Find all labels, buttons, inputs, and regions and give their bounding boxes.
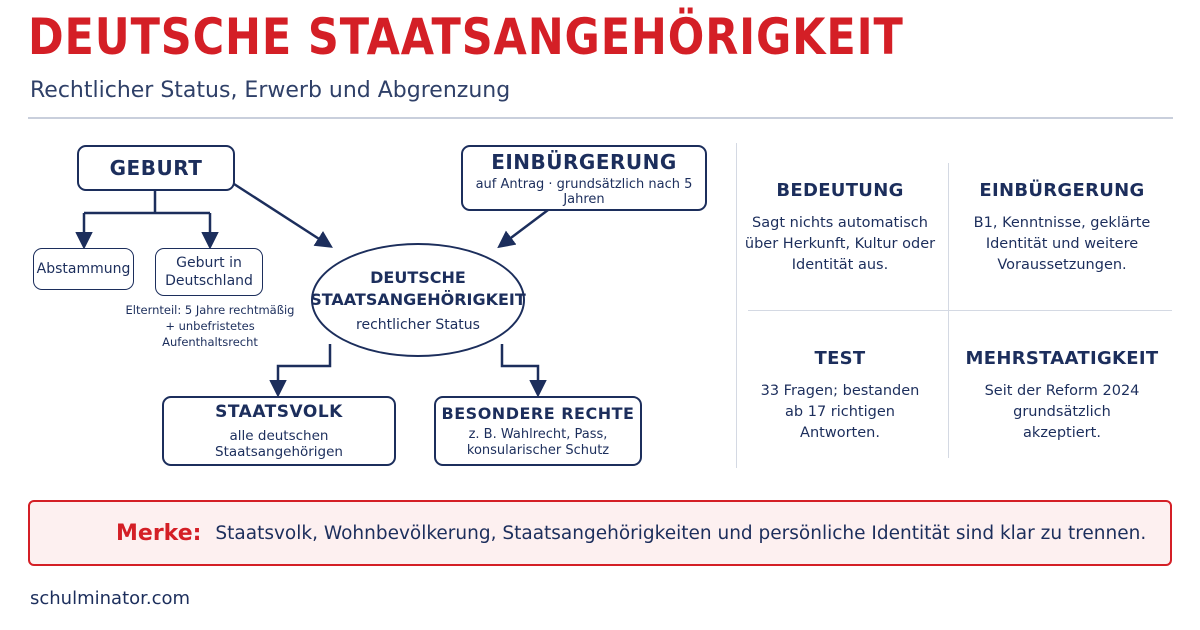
rechte-line1: z. B. Wahlrecht, Pass, [468,427,608,442]
info-heading: TEST [814,348,866,369]
info-text-line: 33 Fragen; bestanden [760,383,920,399]
einbuergerung-subtitle: auf Antrag · grundsätzlich nach 5 Jahren [475,176,693,207]
abstammung-box [33,248,134,290]
info-text-line: ab 17 richtigen [785,404,895,420]
info-text-line: akzeptiert. [1023,425,1101,441]
staatsvolk-box [162,396,396,466]
info-cell-einbuergerung [957,180,1167,276]
staatsvolk-subtitle: alle deutschen Staatsangehörigen [215,428,343,460]
geburt-note [120,302,300,350]
footer-site-link[interactable]: schulminator.com [30,588,191,609]
geburt-note-line1: Elternteil: 5 Jahre rechtmäßig [125,303,295,317]
center-line1: DEUTSCHE [370,268,466,287]
arrow-einbuergerung-to-center [500,210,548,246]
grid-horizontal-divider [748,310,1172,311]
info-text-line: grundsätzlich [1013,404,1111,420]
info-text-line: über Herkunft, Kultur oder [744,236,936,252]
info-cell-bedeutung [735,180,945,276]
info-text-line: Seit der Reform 2024 [984,383,1140,399]
arrow-geburt-to-center [234,184,330,246]
geburt-title: GEBURT [109,156,203,180]
info-text-line: Sagt nichts automatisch [752,215,928,231]
merke-text: Staatsvolk, Wohnbevölkerung, Staatsangehörigkeiten und persönliche Identität sind klar zu trennen. [215,522,1147,544]
info-heading: BEDEUTUNG [776,180,904,201]
merke-callout [28,500,1172,566]
geburt-note-line2: + unbefristetes Aufenthaltsrecht [162,319,258,349]
abstammung-label: Abstammung [36,261,131,277]
info-text-line: Antworten. [800,425,880,441]
geburt-in-de-line1: Geburt in [176,255,242,271]
staatsvolk-title: STAATSVOLK [215,402,343,422]
arrow-geburt-branches [84,191,210,213]
center-line2: STAATSANGEHÖRIGKEIT [310,290,526,309]
info-text-line: B1, Kenntnisse, geklärte [973,215,1151,231]
rechte-title: BESONDERE RECHTE [441,404,635,423]
info-text-line: Identität aus. [791,257,889,273]
info-text-line: Voraussetzungen. [997,257,1127,273]
page-title: DEUTSCHE STAATSANGEHÖRIGKEIT [28,8,904,66]
center-node [311,243,525,357]
info-heading: EINBÜRGERUNG [979,180,1145,201]
einbuergerung-box [461,145,707,211]
geburt-in-deutschland-box [155,248,263,296]
besondere-rechte-box [434,396,642,466]
page-subtitle: Rechtlicher Status, Erwerb und Abgrenzung [30,78,511,103]
arrow-center-to-rechte [502,344,538,394]
info-heading: MEHRSTAATIGKEIT [965,348,1159,369]
info-text-line: Identität und weitere [985,236,1139,252]
center-subtitle: rechtlicher Status [356,317,480,333]
info-cell-test [735,348,945,444]
info-cell-mehrstaatigkeit [957,348,1167,444]
einbuergerung-title: EINBÜRGERUNG [491,149,677,174]
merke-label: Merke: [116,520,202,546]
geburt-in-de-line2: Deutschland [165,273,253,289]
geburt-box [77,145,235,191]
rechte-line2: konsularischer Schutz [466,443,610,458]
arrow-center-to-staatsvolk [278,344,330,394]
